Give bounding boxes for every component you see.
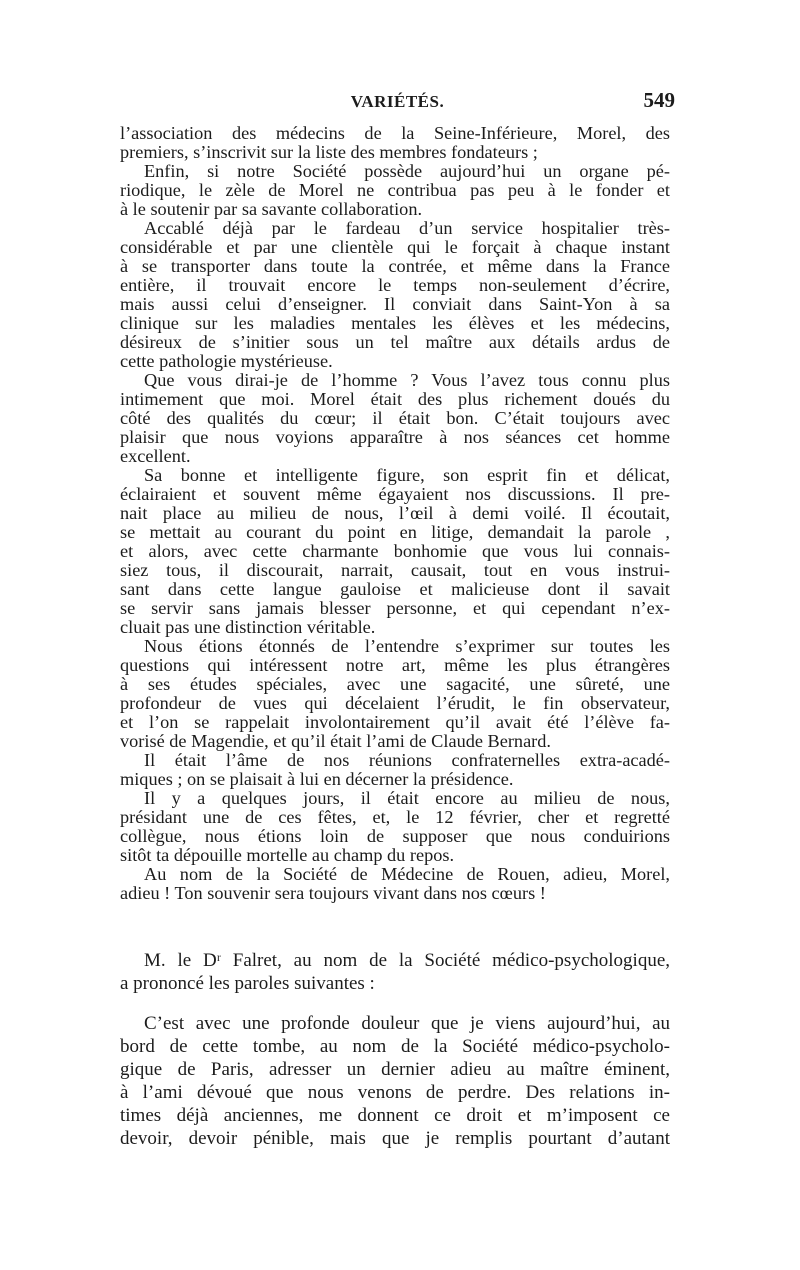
text-line: clinique sur les maladies mentales les élèves et les médecins,	[120, 313, 670, 333]
text-line: se mettait au courant du point en litige, demandait la parole ,	[120, 522, 670, 542]
text-line: nait place au milieu de nous, l’œil à demi voilé. Il écoutait,	[120, 503, 670, 523]
text-line: à ses études spéciales, avec une sagacité, une sûreté, une	[120, 674, 670, 694]
text-line: adieu ! Ton souvenir sera toujours vivant dans nos cœurs !	[120, 883, 546, 903]
text-line: times déjà anciennes, me donnent ce droit et m’imposent ce	[120, 1105, 670, 1126]
text-line: riodique, le zèle de Morel ne contribua pas peu à le fonder et	[120, 180, 670, 200]
text-line: plaisir que nous voyions apparaître à nos séances cet homme	[120, 427, 670, 447]
falret-intro-paragraph	[120, 949, 670, 995]
text-line: Que vous dirai-je de l’homme ? Vous l’avez tous connu plus	[144, 370, 670, 390]
text-line: gique de Paris, adresser un dernier adieu au maître éminent,	[120, 1059, 670, 1080]
running-title: VARIÉTÉS.	[350, 92, 445, 111]
text-line: C’est avec une profonde douleur que je viens aujourd’hui, au	[144, 1013, 670, 1034]
text-line: M. le Dʳ Falret, au nom de la Société médico-psychologique,	[144, 950, 670, 971]
paragraph	[120, 162, 670, 219]
paragraph	[120, 219, 670, 371]
text-line: cluait pas une distinction véritable.	[120, 617, 376, 637]
text-line: désireux de s’initier sous un tel maître aux détails ardus de	[120, 332, 670, 352]
text-line: Nous étions étonnés de l’entendre s’exprimer sur toutes les	[144, 636, 670, 656]
text-line: miques ; on se plaisait à lui en décerner la présidence.	[120, 769, 514, 789]
paragraph	[120, 789, 670, 865]
text-line: l’association des médecins de la Seine-Inférieure, Morel, des	[120, 123, 670, 143]
text-line: sant dans cette langue gauloise et malicieuse dont il savait	[120, 579, 670, 599]
text-line: profondeur de vues qui décelaient l’érudit, le fin observateur,	[120, 693, 670, 713]
running-head	[120, 88, 675, 118]
text-line: vorisé de Magendie, et qu’il était l’ami de Claude Bernard.	[120, 731, 551, 751]
text-line: et l’on se rappelait involontairement qu’il avait été l’élève fa-	[120, 712, 670, 732]
text-line: Il était l’âme de nos réunions confraternelles extra-acadé-	[144, 750, 670, 770]
text-line: et alors, avec cette charmante bonhomie que vous lui connais-	[120, 541, 670, 561]
text-line: Au nom de la Société de Médecine de Rouen, adieu, Morel,	[144, 864, 670, 884]
text-line: excellent.	[120, 446, 191, 466]
text-line: Accablé déjà par le fardeau d’un service hospitalier très-	[144, 218, 670, 238]
text-line: collègue, nous étions loin de supposer que nous conduirions	[120, 826, 670, 846]
text-line: se servir sans jamais blesser personne, et qui cependant n’ex-	[120, 598, 670, 618]
text-line: questions qui intéressent notre art, même les plus étrangères	[120, 655, 670, 675]
paragraph	[120, 371, 670, 466]
paragraph	[120, 124, 670, 162]
page-number: 549	[643, 88, 675, 112]
paragraph	[120, 466, 670, 637]
text-line: mais aussi celui d’enseigner. Il conviait dans Saint-Yon à sa	[120, 294, 670, 314]
text-line: premiers, s’inscrivit sur la liste des membres fondateurs ;	[120, 142, 538, 162]
text-line: Il y a quelques jours, il était encore au milieu de nous,	[144, 788, 670, 808]
text-line: à se transporter dans toute la contrée, et même dans la France	[120, 256, 670, 276]
text-line: bord de cette tombe, au nom de la Société médico-psycholo-	[120, 1036, 670, 1057]
text-line: Enfin, si notre Société possède aujourd’hui un organe pé-	[144, 161, 670, 181]
text-line: devoir, devoir pénible, mais que je remplis pourtant d’autant	[120, 1128, 670, 1149]
text-line: sitôt ta dépouille mortelle au champ du repos.	[120, 845, 455, 865]
eulogy-text-main	[120, 124, 670, 903]
paragraph	[120, 637, 670, 751]
text-line: à le soutenir par sa savante collaboration.	[120, 199, 423, 219]
paragraph	[120, 751, 670, 789]
text-line: éclairaient et souvent même égayaient nos discussions. Il pre-	[120, 484, 670, 504]
paragraph	[120, 865, 670, 903]
text-line: présidant une de ces fêtes, et, le 12 février, cher et regretté	[120, 807, 670, 827]
text-line: entière, il trouvait encore le temps non-seulement d’écrire,	[120, 275, 670, 295]
text-line: à l’ami dévoué que nous venons de perdre. Des relations in-	[120, 1082, 670, 1103]
text-line: cette pathologie mystérieuse.	[120, 351, 333, 371]
falret-speech-paragraph	[120, 1012, 670, 1150]
text-line: intimement que moi. Morel était des plus richement doués du	[120, 389, 670, 409]
text-line: considérable et par une clientèle qui le forçait à chaque instant	[120, 237, 670, 257]
text-line: Sa bonne et intelligente figure, son esprit fin et délicat,	[144, 465, 670, 485]
text-line: a prononcé les paroles suivantes :	[120, 973, 375, 994]
text-line: côté des qualités du cœur; il était bon. C’était toujours avec	[120, 408, 670, 428]
text-line: siez tous, il discourait, narrait, causait, tout en vous instrui-	[120, 560, 670, 580]
